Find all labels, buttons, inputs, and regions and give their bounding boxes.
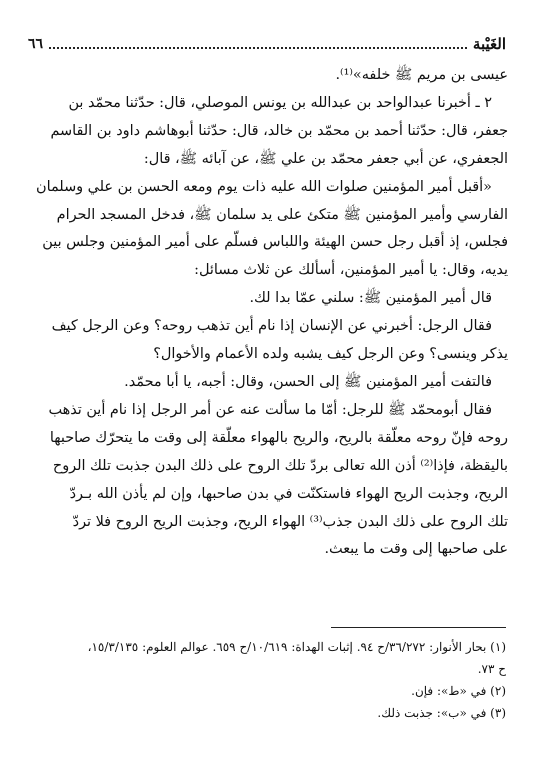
- footnote-separator: [331, 627, 506, 628]
- text-line: الريح، وجذبت الريح الهواء فاستكنّت في بدن صاحبها، وإن لم يأذن الله بـردّ: [69, 485, 508, 502]
- text-line: تلك الروح على ذلك البدن جذب⁽³⁾ الهواء الريح، وجذبت الريح الروح فلا تردّ: [72, 513, 508, 530]
- text-line: عيسى بن مريم ﷺ خلفه»⁽¹⁾.: [335, 67, 508, 83]
- footnote: (٣) في «ب»: جذبت ذلك.: [377, 706, 506, 720]
- footnote: ح ٧٣.: [477, 662, 506, 676]
- text-line: الفارسي وأمير المؤمنين ﷺ متكئ على يد سلمان ﷺ، فدخل المسجد الحرام: [56, 206, 508, 223]
- page-number: ٦٦: [28, 36, 44, 52]
- text-line: باليقظة، فإذا⁽²⁾ أذن الله تعالى بردّ تلك الروح على ذلك البدن جذبت تلك الروح: [52, 457, 508, 474]
- text-line: الجعفري، عن أبي جعفر محمّد بن علي ﷺ، عن آبائه ﷺ، قال:: [143, 150, 508, 167]
- text-line: قال أمير المؤمنين ﷺ: سلني عمّا بدا لك.: [249, 290, 492, 307]
- header-dotted-leader: [49, 39, 467, 49]
- main-text: [26, 62, 508, 564]
- footnote: (٢) في «ط»: فإن.: [411, 684, 506, 698]
- book-title: الغَيْبة: [472, 35, 506, 53]
- running-header: [28, 33, 506, 55]
- text-line: يديه، وقال: يا أمير المؤمنين، أسألك عن ثلاث مسائل:: [194, 262, 508, 279]
- text-line: على صاحبها إلى وقت ما يبعث.: [324, 541, 508, 558]
- footnotes: [28, 636, 506, 724]
- text-line: روحه فإنّ روحه معلّقة بالريح، والريح بالهواء معلّقة إلى وقت ما يتحرّك صاحبها: [49, 429, 508, 446]
- text-line: فقال أبومحمّد ﷺ للرجل: أمّا ما سألت عنه عن أمر الرجل إذا نام أين تذهب: [48, 401, 492, 418]
- text-line: فجلس، إذ أقبل رجل حسن الهيئة واللباس فسلّم على أمير المؤمنين وجلس بين: [42, 234, 508, 251]
- text-line: يذكر وينسى؟ وعن الرجل كيف يشبه ولده الأعمام والأخوال؟: [153, 346, 508, 363]
- text-line: جعفر، قال: حدّثنا أحمد بن محمّد بن خالد، قال: حدّثنا أبوهاشم داود بن القاسم: [50, 122, 508, 139]
- footnote: (١) بحار الأنوار: ٣٦/٢٧٢/ح ٩٤. إثبات الهداة: ١٠/٦١٩/ح ٦٥٩. عوالم العلوم: ١٥/٣/١٣٥،: [87, 640, 506, 654]
- text-line: ٢ ـ أخبرنا عبدالواحد بن عبدالله بن يونس الموصلي، قال: حدّثنا محمّد بن: [68, 94, 492, 111]
- text-line: فالتفت أمير المؤمنين ﷺ إلى الحسن، وقال: أجبه، يا أبا محمّد.: [124, 373, 492, 390]
- text-line: فقال الرجل: أخبرني عن الإنسان إذا نام أين تذهب روحه؟ وعن الرجل كيف: [51, 318, 492, 335]
- text-line: «أقبل أمير المؤمنين صلوات الله عليه ذات يوم ومعه الحسن بن علي وسلمان: [36, 178, 492, 195]
